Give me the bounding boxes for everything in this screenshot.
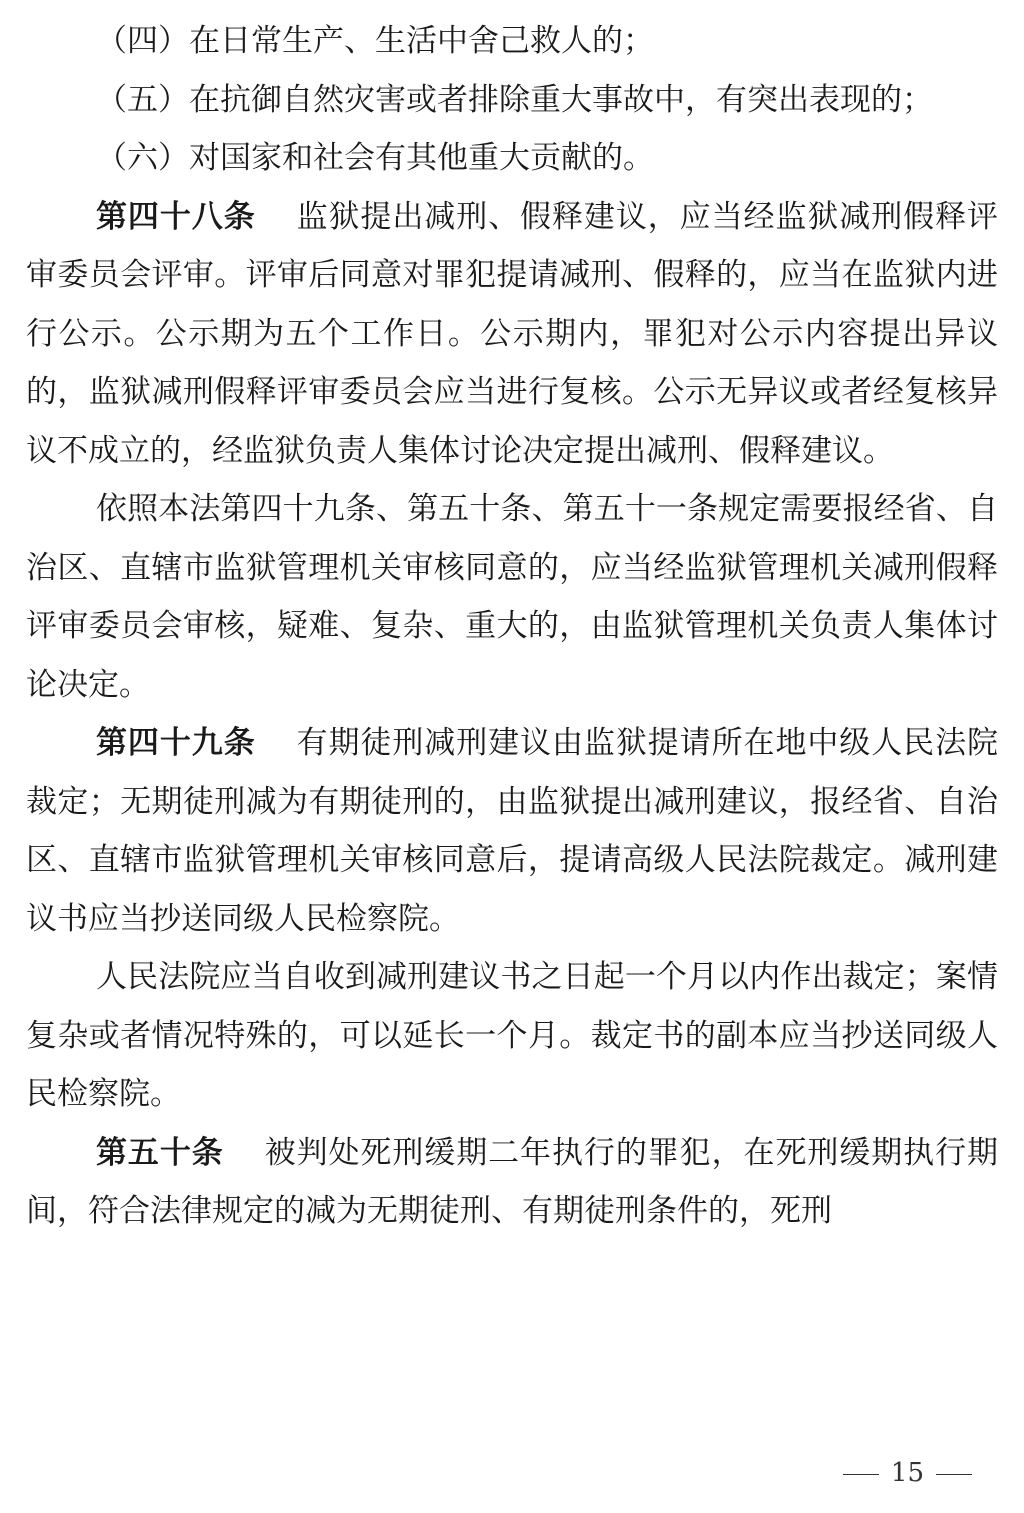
article-50-paragraph-1	[26, 1124, 998, 1241]
article-49-paragraph-2: 人民法院应当自收到减刑建议书之日起一个月以内作出裁定；案情复杂或者情况特殊的，可以延长一个月。裁定书的副本应当抄送同级人民检察院。	[26, 959, 998, 1112]
article-49-heading: 第四十九条	[96, 725, 256, 761]
clause-item-6: （六）对国家和社会有其他重大贡献的。	[96, 140, 654, 176]
clause-item-5: （五）在抗御自然灾害或者排除重大事故中，有突出表现的；	[96, 81, 933, 118]
footer-dash-left	[843, 1474, 879, 1475]
clause-item-4: （四）在日常生产、生活中舍己救人的；	[96, 23, 654, 59]
article-48-heading: 第四十八条	[96, 198, 256, 235]
article-49-paragraph-1	[26, 714, 998, 948]
article-50-text-1: 被判处死刑缓期二年执行的罪犯，在死刑缓期执行期间，符合法律规定的减为无期徒刑、有期徒刑条件的，死刑	[26, 1134, 999, 1229]
page-footer	[0, 1458, 1024, 1488]
article-48-text-1: 监狱提出减刑、假释建议，应当经监狱减刑假释评审委员会评审。评审后同意对罪犯提请减刑、假释的，应当在监狱内进行公示。公示期为五个工作日。公示期内，罪犯对公示内容提出异议的，监狱减刑假释评审委员会应当进行复核。公示无异议或者经复核异议不成立的，经监狱负责人集体讨论决定提出减刑、假释建议。	[26, 198, 999, 469]
article-50-heading: 第五十条	[96, 1134, 224, 1171]
article-48-paragraph-1	[26, 188, 998, 481]
article-48-paragraph-2: 依照本法第四十九条、第五十条、第五十一条规定需要报经省、自治区、直辖市监狱管理机关审核同意的，应当经监狱管理机关减刑假释评审委员会审核，疑难、复杂、重大的，由监狱管理机关负责人集体讨论决定。	[26, 491, 998, 703]
page-number: 15	[890, 1458, 924, 1488]
article-49-text-1: 有期徒刑减刑建议由监狱提请所在地中级人民法院裁定；无期徒刑减为有期徒刑的，由监狱提出减刑建议，报经省、自治区、直辖市监狱管理机关审核同意后，提请高级人民法院裁定。减刑建议书应当抄送同级人民检察院。	[26, 725, 999, 937]
document-body	[26, 12, 998, 1241]
footer-dash-right	[936, 1474, 972, 1475]
